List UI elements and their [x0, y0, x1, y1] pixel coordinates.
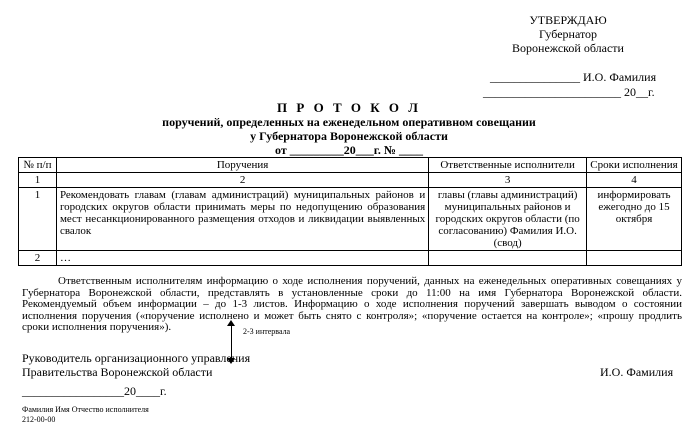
signatory-name: И.О. Фамилия — [600, 365, 674, 379]
signatory-line-2: Правительства Воронежской области — [22, 365, 213, 379]
signatory-date-line: _________________20____г. — [22, 384, 167, 398]
index-cell: 2 — [56, 173, 428, 188]
index-cell: 1 — [19, 173, 57, 188]
executor-info — [22, 405, 149, 425]
signatory-line-1: Руководитель организационного управления — [22, 351, 251, 365]
protocol-heading — [0, 101, 698, 157]
protocol-title: П Р О Т О К О Л — [277, 100, 421, 115]
header-num: № п/п — [19, 158, 57, 173]
interval-note: 2-3 интервала — [243, 327, 291, 336]
instructions-paragraph: Ответственным исполнителям информацию о ходе исполнения поручений, данных на еженедельных оперативных совещаниях у Губернатора Воронежской области, представлять в установленные сроки до 11:00 на имя Губернатора Воронежской области. Рекомендуемый объем информации – до 1-3 листов. Информацию о ходе исполнения поручений завершать выводом о состоянии исполнения поручения («поручение исполнено и может быть снято с контроля»; «поручение остается на контроле»; «прошу продлить сроки исполнения поручения»). — [22, 275, 682, 333]
table-index-row — [19, 173, 682, 188]
protocol-subtitle-2: у Губернатора Воронежской области — [250, 129, 448, 143]
row-responsible — [429, 251, 587, 266]
row-task: … — [56, 251, 428, 266]
table-header-row — [19, 158, 682, 173]
tasks-table — [18, 157, 682, 266]
row-task: Рекомендовать главам (главам администраций) муниципальных районов и городских округов области принимать меры по недопущению образования мест несанкционированного размещения отходов и ликвидации выявленных свалок — [56, 188, 428, 251]
index-cell: 4 — [587, 173, 682, 188]
approval-position: Губернатор — [538, 27, 598, 41]
signatory-position — [22, 351, 250, 379]
protocol-subtitle-1: поручений, определенных на еженедельном оперативном совещании — [162, 115, 536, 129]
approval-date-line: _______________________ 20__г. — [483, 85, 655, 99]
header-task: Поручения — [56, 158, 428, 173]
index-cell: 3 — [429, 173, 587, 188]
executor-phone: 212-00-00 — [22, 415, 56, 424]
header-deadline: Сроки исполнения — [587, 158, 682, 173]
row-num: 2 — [19, 251, 57, 266]
table-row — [19, 251, 682, 266]
approval-title: УТВЕРЖДАЮ — [529, 13, 607, 27]
row-deadline: информировать ежегодно до 15 октября — [587, 188, 682, 251]
row-responsible: главы (главы администраций) муниципальных районов и городских округов области (по согласованию) Фамилия И.О. (свод) — [429, 188, 587, 251]
table-row — [19, 188, 682, 251]
row-num: 1 — [19, 188, 57, 251]
executor-name: Фамилия Имя Отчество исполнителя — [22, 405, 149, 414]
protocol-date-number: от _________20___г. № ____ — [275, 143, 423, 157]
header-responsible: Ответственные исполнители — [429, 158, 587, 173]
approval-block — [498, 13, 638, 55]
approval-signature-line: _______________ И.О. Фамилия — [490, 70, 657, 84]
row-deadline — [587, 251, 682, 266]
approval-region: Воронежской области — [512, 41, 624, 55]
